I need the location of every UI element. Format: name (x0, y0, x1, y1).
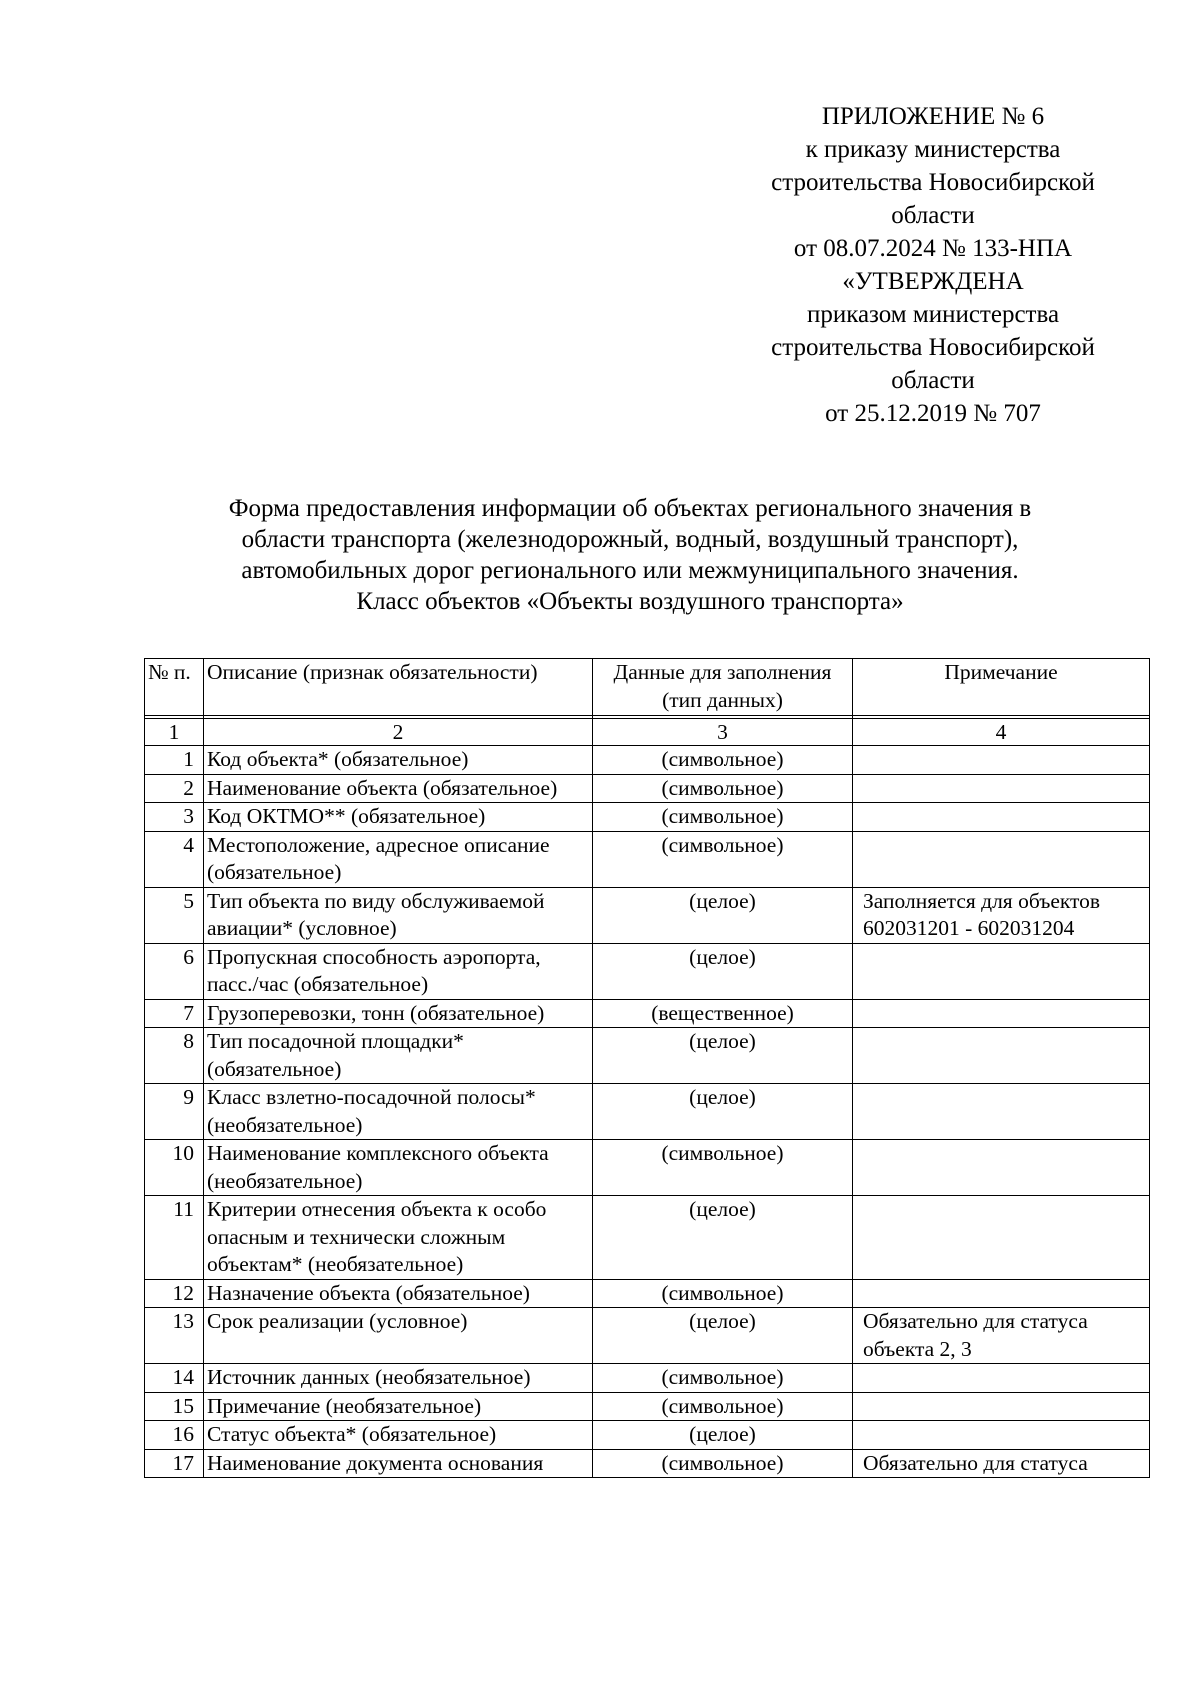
row-note (853, 1279, 1150, 1308)
column-index: 2 (204, 719, 593, 746)
appendix-line: области (891, 367, 975, 394)
row-data-type: (символьное) (593, 1140, 853, 1196)
row-number: 1 (145, 746, 204, 775)
appendix-line: строительства Новосибирской (771, 169, 1095, 196)
appendix-line: области (891, 202, 975, 229)
spec-table (144, 658, 1150, 1478)
table-row (145, 1140, 1150, 1196)
row-note (853, 943, 1150, 999)
table-body (145, 716, 1150, 1478)
column-index: 3 (593, 719, 853, 746)
row-note (853, 1421, 1150, 1450)
table-row (145, 943, 1150, 999)
row-note (853, 1364, 1150, 1393)
header-num: № п. (145, 659, 204, 716)
row-note (853, 746, 1150, 775)
row-data-type: (вещественное) (593, 999, 853, 1028)
column-index: 4 (853, 719, 1150, 746)
column-index-row (145, 719, 1150, 746)
row-number: 4 (145, 831, 204, 887)
table-row (145, 1279, 1150, 1308)
row-description: Класс взлетно-посадочной полосы* (необязательное) (204, 1084, 593, 1140)
appendix-line: от 08.07.2024 № 133-НПА (793, 235, 1073, 262)
row-note (853, 803, 1150, 832)
row-number: 11 (145, 1196, 204, 1280)
row-note (853, 831, 1150, 887)
row-data-type: (символьное) (593, 1392, 853, 1421)
row-description: Критерии отнесения объекта к особо опасным и технически сложным объектам* (необязательное) (204, 1196, 593, 1280)
table-row (145, 746, 1150, 775)
row-number: 14 (145, 1364, 204, 1393)
row-number: 12 (145, 1279, 204, 1308)
row-number: 16 (145, 1421, 204, 1450)
table-row (145, 1392, 1150, 1421)
appendix-line: от 25.12.2019 № 707 (825, 400, 1041, 427)
row-note: Заполняется для объектов 602031201 - 602031204 (853, 887, 1150, 943)
row-note (853, 999, 1150, 1028)
row-number: 17 (145, 1449, 204, 1478)
appendix-block (718, 100, 1148, 430)
row-description: Тип объекта по виду обслуживаемой авиации* (условное) (204, 887, 593, 943)
row-description: Источник данных (необязательное) (204, 1364, 593, 1393)
table-row (145, 1421, 1150, 1450)
row-data-type: (целое) (593, 1084, 853, 1140)
appendix-line: строительства Новосибирской (771, 334, 1095, 361)
row-note (853, 1028, 1150, 1084)
row-description: Примечание (необязательное) (204, 1392, 593, 1421)
table-row (145, 1308, 1150, 1364)
row-description: Код объекта* (обязательное) (204, 746, 593, 775)
row-description: Грузоперевозки, тонн (обязательное) (204, 999, 593, 1028)
row-number: 9 (145, 1084, 204, 1140)
row-data-type: (целое) (593, 1308, 853, 1364)
column-index: 1 (145, 719, 204, 746)
header-description: Описание (признак обязательности) (204, 659, 593, 716)
row-number: 7 (145, 999, 204, 1028)
row-note (853, 1084, 1150, 1140)
table-row (145, 999, 1150, 1028)
row-number: 10 (145, 1140, 204, 1196)
row-note (853, 774, 1150, 803)
form-title-line: области транспорта (железнодорожный, водный, воздушный транспорт), (241, 526, 1019, 553)
row-data-type: (целое) (593, 1196, 853, 1280)
row-data-type: (целое) (593, 887, 853, 943)
row-number: 8 (145, 1028, 204, 1084)
row-description: Пропускная способность аэропорта, пасс./час (обязательное) (204, 943, 593, 999)
table-row (145, 1364, 1150, 1393)
row-note (853, 1196, 1150, 1280)
row-data-type: (символьное) (593, 1364, 853, 1393)
row-description: Тип посадочной площадки* (обязательное) (204, 1028, 593, 1084)
appendix-line: ПРИЛОЖЕНИЕ № 6 (821, 103, 1045, 130)
table-row (145, 887, 1150, 943)
row-note: Обязательно для статуса объекта 2, 3 (853, 1308, 1150, 1364)
row-data-type: (символьное) (593, 831, 853, 887)
row-number: 13 (145, 1308, 204, 1364)
row-note (853, 1392, 1150, 1421)
table-row (145, 1084, 1150, 1140)
form-title-line: Класс объектов «Объекты воздушного транспорта» (356, 588, 904, 615)
row-note: Обязательно для статуса (853, 1449, 1150, 1478)
row-description: Наименование документа основания (204, 1449, 593, 1478)
row-description: Местоположение, адресное описание (обязательное) (204, 831, 593, 887)
table-row (145, 774, 1150, 803)
table-row (145, 1449, 1150, 1478)
appendix-line: к приказу министерства (805, 136, 1061, 163)
row-data-type: (целое) (593, 943, 853, 999)
row-number: 3 (145, 803, 204, 832)
row-data-type: (символьное) (593, 1279, 853, 1308)
table-row (145, 803, 1150, 832)
row-description: Срок реализации (условное) (204, 1308, 593, 1364)
row-data-type: (целое) (593, 1421, 853, 1450)
row-data-type: (символьное) (593, 774, 853, 803)
row-number: 5 (145, 887, 204, 943)
row-description: Код ОКТМО** (обязательное) (204, 803, 593, 832)
row-description: Назначение объекта (обязательное) (204, 1279, 593, 1308)
row-number: 2 (145, 774, 204, 803)
row-description: Статус объекта* (обязательное) (204, 1421, 593, 1450)
form-title (150, 493, 1110, 617)
row-note (853, 1140, 1150, 1196)
form-title-line: Форма предоставления информации об объектах регионального значения в (228, 495, 1032, 522)
form-title-line: автомобильных дорог регионального или межмуниципального значения. (241, 557, 1019, 584)
table-row (145, 831, 1150, 887)
table-row (145, 1028, 1150, 1084)
row-number: 6 (145, 943, 204, 999)
appendix-line: приказом министерства (806, 301, 1060, 328)
table-header-row (145, 659, 1150, 716)
row-number: 15 (145, 1392, 204, 1421)
row-data-type: (целое) (593, 1028, 853, 1084)
appendix-line: «УТВЕРЖДЕНА (842, 268, 1024, 295)
header-note: Примечание (853, 659, 1150, 716)
row-data-type: (символьное) (593, 1449, 853, 1478)
table-row (145, 1196, 1150, 1280)
row-data-type: (символьное) (593, 746, 853, 775)
row-description: Наименование комплексного объекта (необязательное) (204, 1140, 593, 1196)
header-data: Данные для заполнения (тип данных) (593, 659, 853, 716)
row-data-type: (символьное) (593, 803, 853, 832)
row-description: Наименование объекта (обязательное) (204, 774, 593, 803)
